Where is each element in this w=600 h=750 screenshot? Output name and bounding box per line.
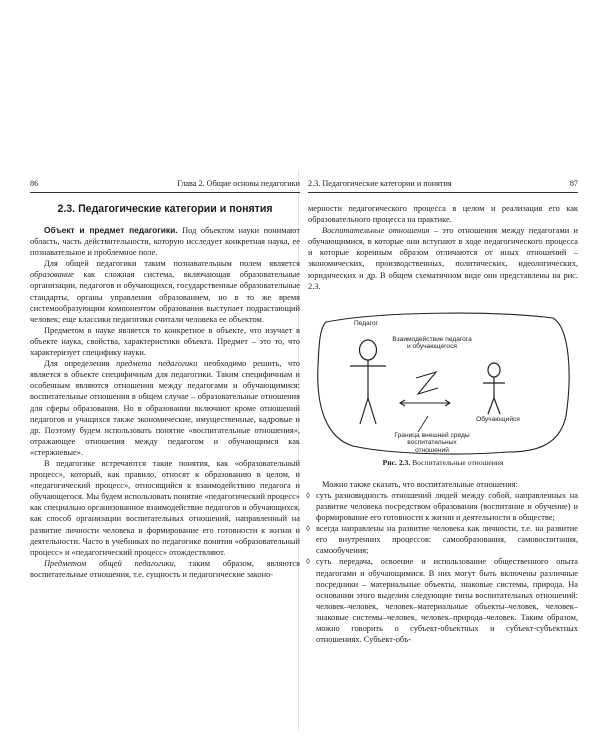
runin-heading: Объект и предмет педагогики. <box>44 225 178 235</box>
left-page <box>30 178 300 580</box>
right-page <box>308 178 578 645</box>
paragraph-educational-relations: Воспитательные отношения – это отношения между педагогами и обучающимися, в которые они вступают в ходе педагогического процесса и которые коренным образом отличаются от иных отношений – экономических, производственных, политических, идеологических, юридических и др. В общем схематичном виде они представлены на рис. 2.3. <box>308 226 578 291</box>
boundary-pointer-line <box>418 416 428 432</box>
label-boundary: Граница внешней среды воспитательных отношений <box>394 431 470 454</box>
paragraph-education-field: Для общей педагогики таким познавательным полем является образование как сложная система, включающая образовательные организации, педагогов и обучающихся, государственные образовательные стандарты, органы управления образованием, но в то же время системообразующим компонентом образования выступает подрастающий человек; еще классики педагогики считали человека ее объектом. <box>30 259 300 324</box>
paragraph-subject-definition: Предметом в науке является то конкретное в объекте, что изучает в объекте наука, свойства, характеристики объекта. Предмет – это то, что характеризует специфику науки. <box>30 325 300 358</box>
right-running-header <box>308 178 578 193</box>
list-item: ◊ суть разновидность отношений людей между собой, направленных на развитие человека посредством образования (воспитание и обучение) и формирование его готовности к жизни и деятельности в обществе; <box>306 490 578 523</box>
paragraph-continuation: мерности педагогического процесса в целом и реализация его как образовательного процесса на практике. <box>308 204 578 225</box>
left-page-number: 86 <box>30 179 39 188</box>
section-title: 2.3. Педагогические категории и понятия <box>57 203 273 215</box>
diamond-bullet-icon: ◊ <box>306 557 310 567</box>
label-teacher: Педагог <box>353 319 379 327</box>
figure-caption: Рис. 2.3. Воспитательные отношения <box>382 457 504 467</box>
paragraph-process-concepts: В педагогике встречаются такие понятия, как «образовательный процесс», который, как правило, относят к образованию в целом, и «педагогический процесс», относящийся к взаимодействию педагога и обучающегося. Мы будем использовать понятие «педагогический процесс» как специально организованное взаимодействие педагогов и обучающихся, как способ организации воспитательных отношений, направленный на развитие личности человека и формирование его готовности к жизни и деятельности. Часто в учебниках по педагогике понятия «образовательный процесс» и «педагогический процесс» отождествляют. <box>30 458 300 557</box>
paragraph-subject-conclusion: Предметом общей педагогики, таким образом, являются воспитательные отношения, т.е. сущность и педагогические законо- <box>30 558 300 579</box>
interaction-arrow <box>400 372 450 406</box>
paragraph-intro-list: Можно также сказать, что воспитательные отношения: <box>322 479 518 489</box>
diamond-bullet-icon: ◊ <box>306 524 310 534</box>
list-item: ◊ суть передача, освоение и использование общественного опыта педагогами и обучающимися. В них могут быть включены различные посредники – материальные объекты, знаковые системы, природа. На основании этого выделим следующие типы воспитательных отношений: человек–человек, человек–материальные объекты–человек, человек–знаковые системы–человек, человек–природа–человек. Таким образом, можно говорить о субъект-объектных и субъект-субъектных отношениях. Субъект-объ- <box>306 557 578 645</box>
paragraph-object-subject: Объект и предмет педагогики. Под объектом науки понимают область, часть действительности, которую исследует конкретная наука, ее познавательное и проблемное поле. <box>30 225 300 258</box>
teacher-stick-figure <box>350 340 386 424</box>
left-running-title: Глава 2. Общие основы педагогики <box>177 179 300 188</box>
label-student: Обучающийся <box>476 415 520 423</box>
paragraph-subject-pedagogy: Для определения предмета педагогики необходимо решить, что является в объекте специфичным для педагогики. Таким специфичным и особенным являются отношения между педагогами и обучающимися: воспитательные отношения в общем случае – образовательные отношения для сферы образования. Но в образовании включают кроме отношений педагогов и учащихся также экономические, имущественные, кадровые и др. Поэтому будем использовать понятие «воспитательные отношения», отражающее отношения между педагогом и обучающимся как «стержневые». <box>30 359 300 457</box>
student-stick-figure <box>483 363 505 414</box>
label-interaction: Взаимодействие педагога и обучающегося <box>392 335 472 351</box>
list-item: ◊ всегда направлены на развитие человека как личности, т.е. на развитие его внутренних процессов: самообразования, самовоспитания, самообучения; <box>306 524 578 556</box>
relations-bullet-list <box>308 490 578 645</box>
left-running-header <box>30 178 300 193</box>
right-page-number: 87 <box>569 179 578 188</box>
figure-educational-relations <box>308 306 578 456</box>
diamond-bullet-icon: ◊ <box>306 490 310 500</box>
right-running-title: 2.3. Педагогические категории и понятия <box>308 179 452 188</box>
